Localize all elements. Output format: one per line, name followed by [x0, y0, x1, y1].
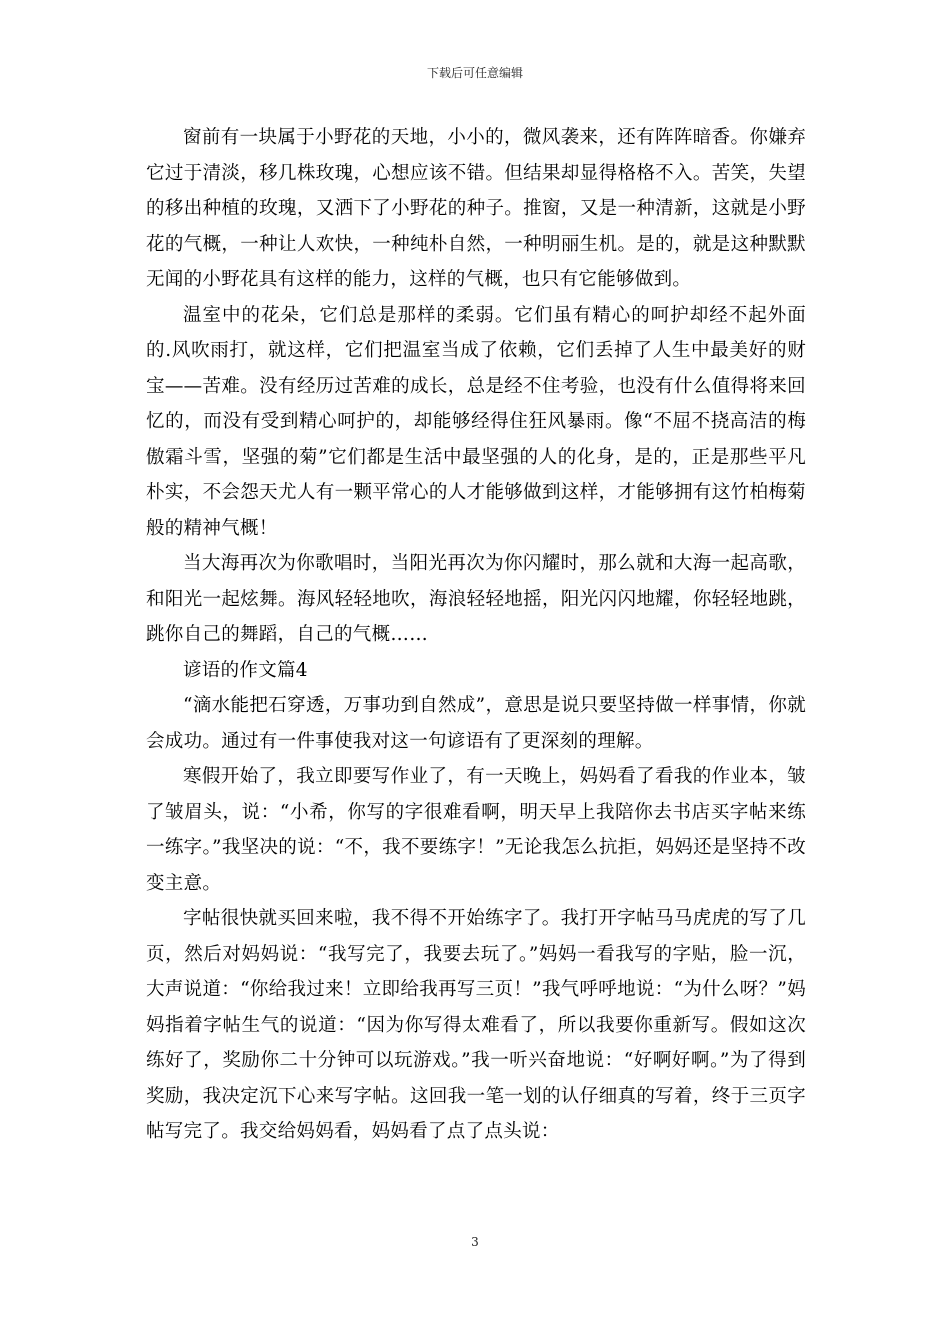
paragraph-winter-vacation: 寒假开始了，我立即要写作业了，有一天晚上，妈妈看了看我的作业本，皱了皱眉头，说：“小希，你写的字很难看啊，明天早上我陪你去书店买字帖来练一练字。”我坚决的说：“不，我不要练字！”无论我怎么抗拒，妈妈还是坚持不改变主意。: [146, 766, 806, 894]
document-body: [146, 120, 806, 1150]
paragraph-copybook: 字帖很快就买回来啦，我不得不开始练字了。我打开字帖马马虎虎的写了几页，然后对妈妈说：“我写完了，我要去玩了。”妈妈一看我写的字贴，脸一沉，大声说道：“你给我过来！立即给我再写三页！”我气呼呼地说：“为什么呀？”妈妈指着字帖生气的说道：“因为你写得太难看了，所以我要你重新写。假如这次练好了，奖励你二十分钟可以玩游戏。”我一听兴奋地说：“好啊好啊。”为了得到奖励，我决定沉下心来写字帖。这回我一笔一划的认仔细真的写着，终于三页字帖写完了。我交给妈妈看，妈妈看了点了点头说：: [146, 908, 806, 1142]
page-number: 3: [471, 1235, 479, 1249]
paragraph-wild-flower: 窗前有一块属于小野花的天地，小小的，微风袭来，还有阵阵暗香。你嫌弃它过于清淡，移几株玫瑰，心想应该不错。但结果却显得格格不入。苦笑，失望的移出种植的玫瑰，又洒下了小野花的种子。推窗，又是一种清新，这就是小野花的气概，一种让人欢快，一种纯朴自然，一种明丽生机。是的，就是这种默默无闻的小野花具有这样的能力，这样的气概，也只有它能够做到。: [146, 127, 806, 290]
paragraph-proverb-intro: “滴水能把石穿透，万事功到自然成”，意思是说只要坚持做一样事情，你就会成功。通过有一件事使我对这一句谚语有了更深刻的理解。: [146, 695, 806, 752]
section-heading: 谚语的作文篇4: [183, 659, 308, 681]
page-header: 下载后可任意编辑: [426, 66, 523, 80]
paragraph-sea-and-sun: 当大海再次为你歌唱时，当阳光再次为你闪耀时，那么就和大海一起高歌，和阳光一起炫舞。海风轻轻地吹，海浪轻轻地摇，阳光闪闪地耀，你轻轻地跳，跳你自己的舞蹈，自己的气概……: [146, 553, 806, 645]
paragraph-greenhouse-flowers: 温室中的花朵，它们总是那样的柔弱。它们虽有精心的呵护却经不起外面的.风吹雨打，就这样，它们把温室当成了依赖，它们丢掉了人生中最美好的财宝——苦难。没有经历过苦难的成长，总是经不住考验，也没有什么值得将来回忆的，而没有受到精心呵护的，却能够经得住狂风暴雨。像“不屈不挠高洁的梅傲霜斗雪，坚强的菊”它们都是生活中最坚强的人的化身，是的，正是那些平凡朴实，不会怨天尤人有一颗平常心的人才能够做到这样，才能够拥有这竹柏梅菊般的精神气概！: [146, 304, 806, 539]
